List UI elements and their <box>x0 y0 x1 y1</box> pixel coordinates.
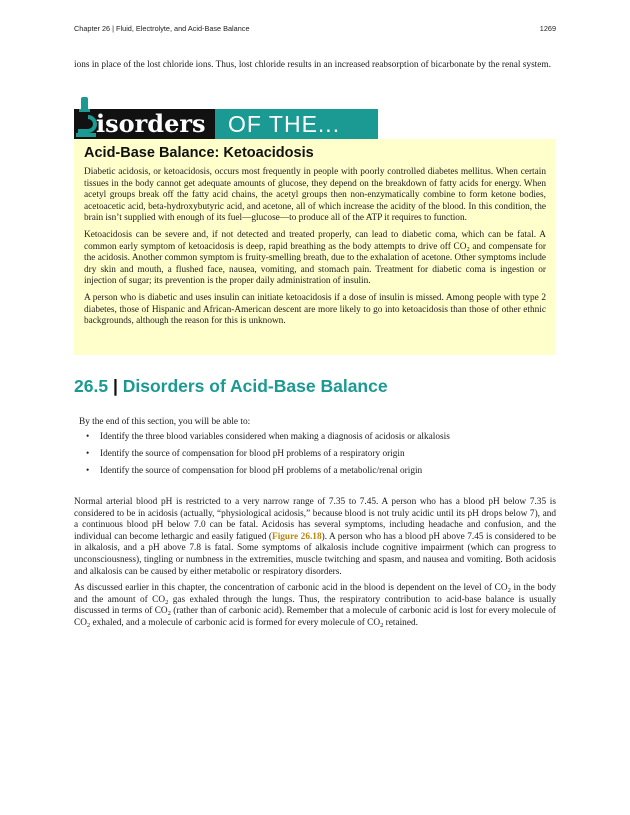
feature-box-body <box>84 167 546 333</box>
list-item: • Identify the source of compensation for blood pH problems of a metabolic/renal origin <box>86 466 423 477</box>
microscope-icon <box>74 95 98 139</box>
running-header <box>74 24 556 36</box>
intro-paragraph: ions in place of the lost chloride ions. Thus, lost chloride results in an increased reabsorption of bicarbonate by the renal system. <box>74 60 551 70</box>
body-paragraph: Normal arterial blood pH is restricted to a very narrow range of 7.35 to 7.45. A person who has a blood pH below 7.35 is considered to be in acidosis (actually, “physiological acidosis,” because blood is not truly acidic until its pH drops below 7), and a continuous blood pH below 7.0 can be fatal. Acidosis has several symptoms, including headache and confusion, and the individual can become lethargic and easily fatigued (Figure 26.18). A person who has a blood pH above 7.45 is considered to be in alkalosis, and a pH above 7.8 is fatal. Some symptoms of alkalosis include cognitive impairment (which can progress to unconsciousness), tingling or numbness in the extremities, muscle twitching and spasm, and nausea and vomiting. Both acidosis and alkalosis can be caused by either metabolic or respiratory disorders. <box>74 497 556 577</box>
bullet: • <box>86 432 90 442</box>
objectives-list <box>86 432 556 484</box>
bullet: • <box>86 466 90 477</box>
feature-box <box>74 139 556 355</box>
feature-paragraph: Ketoacidosis can be severe and, if not detected and treated properly, can lead to diabetic coma, which can be fatal. A common early symptom of ketoacidosis is deep, rapid breathing as the body attempts to drive off $CO_2$ and compensate for the acidosis. Another common symptom is fruity-smelling breath, due to the exhalation of acetone. Other symptoms include dry skin and mouth, a flushed face, nausea, vomiting, and stomach pain. Treatment for diabetic coma is ingestion or injection of sugar; its prevention is the proper daily administration of insulin. <box>84 229 547 287</box>
banner-of-the-text: OF THE... <box>228 111 341 137</box>
section-separator: | <box>112 376 118 396</box>
feature-paragraph: A person who is diabetic and uses insulin can initiate ketoacidosis if a dose of insulin is missed. Among people with type 2 diabetes, those of Hispanic and African-American descent are more likely to go into ketoacidosis than those of other ethnic backgrounds, although the reason for this is unknown. <box>84 292 546 327</box>
banner-disorders-text: isorders <box>96 109 206 138</box>
page-number: 1269 <box>539 24 556 33</box>
figure-link[interactable]: Figure 26.18 <box>272 531 322 542</box>
disorders-banner <box>74 95 378 139</box>
body-paragraph: As discussed earlier in this chapter, the concentration of carbonic acid in the blood is dependent on the level of $CO_2$ in the body and the amount of $CO_2$ gas exhaled through the lungs. Thus, the respiratory contribution to acid-base balance is usually discussed in terms of $CO_2$ (rather than of carbonic acid). Remember that a molecule of carbonic acid is lost for every molecule of $CO_2$ exhaled, and a molecule of carbonic acid is formed for every molecule of $CO_2$ retained. <box>74 583 557 629</box>
list-item: • Identify the source of compensation for blood pH problems of a respiratory origin <box>86 449 405 460</box>
objectives-lead: By the end of this section, you will be able to: <box>79 417 251 427</box>
list-item: • Identify the three blood variables considered when making a diagnosis of acidosis or alkalosis <box>86 432 450 442</box>
bullet: • <box>86 449 90 460</box>
main-text <box>74 497 556 635</box>
feature-paragraph: Diabetic acidosis, or ketoacidosis, occurs most frequently in people with poorly controlled diabetes mellitus. When certain tissues in the body cannot get adequate amounts of glucose, they depend on the breakdown of fatty acids for energy. When acetyl groups break off the fatty acid chains, the acetyl groups then non-enzymatically combine to form ketone bodies, acetoacetic acid, beta-hydroxybutyric acid, and acetone, all of which increase the acidity of the blood. In this condition, the brain isn’t supplied with enough of its fuel—glucose—to produce all of the ATP it requires to function. <box>84 167 546 224</box>
section-number: 26.5 <box>74 376 109 396</box>
section-heading <box>74 376 388 397</box>
feature-box-title: Acid-Base Balance: Ketoacidosis <box>84 145 314 161</box>
chapter-title: Chapter 26 | Fluid, Electrolyte, and Acid-Base Balance <box>74 24 250 33</box>
section-title: Disorders of Acid-Base Balance <box>122 376 388 396</box>
